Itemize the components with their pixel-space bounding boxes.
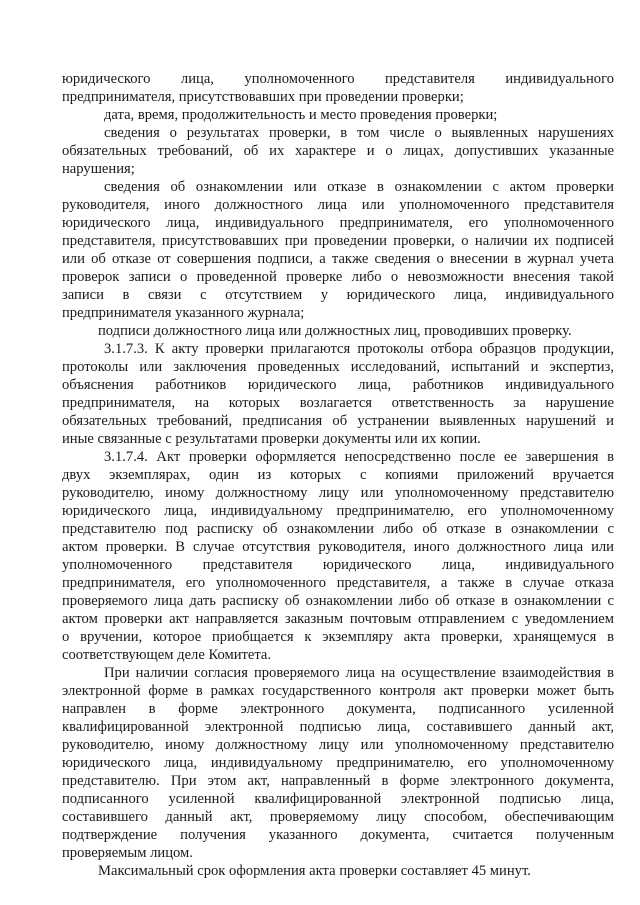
text-line: представителю под расписку об ознакомлении либо об отказе в ознакомлении с xyxy=(62,521,614,537)
paragraph-signatures xyxy=(62,322,614,340)
text-line: дата, время, продолжительность и место проведения проверки; xyxy=(104,107,498,123)
text-line: о вручении, которое приобщается к экземпляру акта проверки, хранящемуся в xyxy=(62,629,614,645)
paragraph-3-1-7-3 xyxy=(62,340,614,448)
document-page xyxy=(62,70,614,880)
paragraph-max-duration xyxy=(62,862,614,880)
text-line: предпринимателя, на которых возлагается ответственность за нарушение xyxy=(62,395,614,411)
text-line: предпринимателя, присутствовавших при проведении проверки; xyxy=(62,89,464,105)
text-line: предпринимателя указанного журнала; xyxy=(62,305,305,321)
text-line: проверяемым лицом. xyxy=(62,845,193,861)
text-line: представителя, присутствовавших при проведении проверки, о наличии их подписей xyxy=(62,233,614,249)
text-line: направлен в форме электронного документа, подписанного усиленной xyxy=(62,701,614,717)
text-line: юридического лица, уполномоченного представителя индивидуального xyxy=(62,71,614,87)
text-line: обязательных требований, об их характере и о лицах, допустивших указанные xyxy=(62,143,614,159)
text-line: юридического лица, индивидуальному предпринимателю, его уполномоченному xyxy=(62,503,614,519)
text-line: 3.1.7.3. К акту проверки прилагаются протоколы отбора образцов продукции, xyxy=(104,341,614,357)
text-line: актом проверки. В случае отсутствия руководителя, иного должностного лица или xyxy=(62,539,614,555)
paragraph-acquaintance xyxy=(62,178,614,322)
text-line: объяснения работников юридического лица, работников индивидуального xyxy=(62,377,614,393)
text-line: руководителя, иного должностного лица или уполномоченного представителя xyxy=(62,197,614,213)
text-line: актом проверки акт направляется заказным почтовым отправлением с уведомлением xyxy=(62,611,614,627)
text-line: проверяемого лица дать расписку об ознакомлении либо об отказе в ознакомлении с xyxy=(62,593,614,609)
text-line: предпринимателя, его уполномоченного представителя, а также в случае отказа xyxy=(62,575,614,591)
text-line: руководителю, иному должностному лицу или уполномоченному представителю xyxy=(62,737,614,753)
text-line: нарушения; xyxy=(62,161,135,177)
text-line: подписанного усиленной квалифицированной электронной подписью лица, xyxy=(62,791,614,807)
text-line: уполномоченного представителя юридического лица, индивидуального xyxy=(62,557,614,573)
text-line: При наличии согласия проверяемого лица на осуществление взаимодействия в xyxy=(104,665,614,681)
text-line: составившего данный акт, проверяемому лицу способом, обеспечивающим xyxy=(62,809,614,825)
text-line: обязательных требований, предписания об устранении выявленных нарушений и xyxy=(62,413,614,429)
text-line: руководителю, иному должностному лицу или уполномоченному представителю xyxy=(62,485,614,501)
text-line: квалифицированной электронной подписью лица, составившего данный акт, xyxy=(62,719,614,735)
text-line: подтверждение получения указанного документа, считается полученным xyxy=(62,827,614,843)
text-line: представителю. При этом акт, направленный в форме электронного документа, xyxy=(62,773,614,789)
text-line: сведения об ознакомлении или отказе в ознакомлении с актом проверки xyxy=(104,179,614,195)
text-line: юридического лица, индивидуального предпринимателя, его уполномоченного xyxy=(62,215,614,231)
text-line: электронной форме в рамках государственного контроля акт проверки может быть xyxy=(62,683,614,699)
text-line: иные связанные с результатами проверки документы или их копии. xyxy=(62,431,481,447)
text-line: или об отказе от совершения подписи, а также сведения о внесении в журнал учета xyxy=(62,251,614,267)
text-line: соответствующем деле Комитета. xyxy=(62,647,272,663)
text-line: записи в связи с отсутствием у юридического лица, индивидуального xyxy=(62,287,614,303)
paragraph-electronic-form xyxy=(62,664,614,862)
text-line: сведения о результатах проверки, в том числе о выявленных нарушениях xyxy=(104,125,614,141)
paragraph-date-time xyxy=(62,106,614,124)
paragraph-participants xyxy=(62,70,614,106)
text-line: подписи должностного лица или должностных лиц, проводивших проверку. xyxy=(98,323,572,339)
paragraph-3-1-7-4 xyxy=(62,448,614,664)
text-line: юридического лица, индивидуальному предпринимателю, его уполномоченному xyxy=(62,755,614,771)
text-line: проверок записи о проведенной проверке либо о невозможности внесения такой xyxy=(62,269,614,285)
text-line: протоколы или заключения проведенных исследований, испытаний и экспертиз, xyxy=(62,359,614,375)
text-line: 3.1.7.4. Акт проверки оформляется непосредственно после ее завершения в xyxy=(104,449,614,465)
text-line: двух экземплярах, один из которых с копиями приложений вручается xyxy=(62,467,614,483)
paragraph-results xyxy=(62,124,614,178)
text-line: Максимальный срок оформления акта проверки составляет 45 минут. xyxy=(98,863,531,879)
